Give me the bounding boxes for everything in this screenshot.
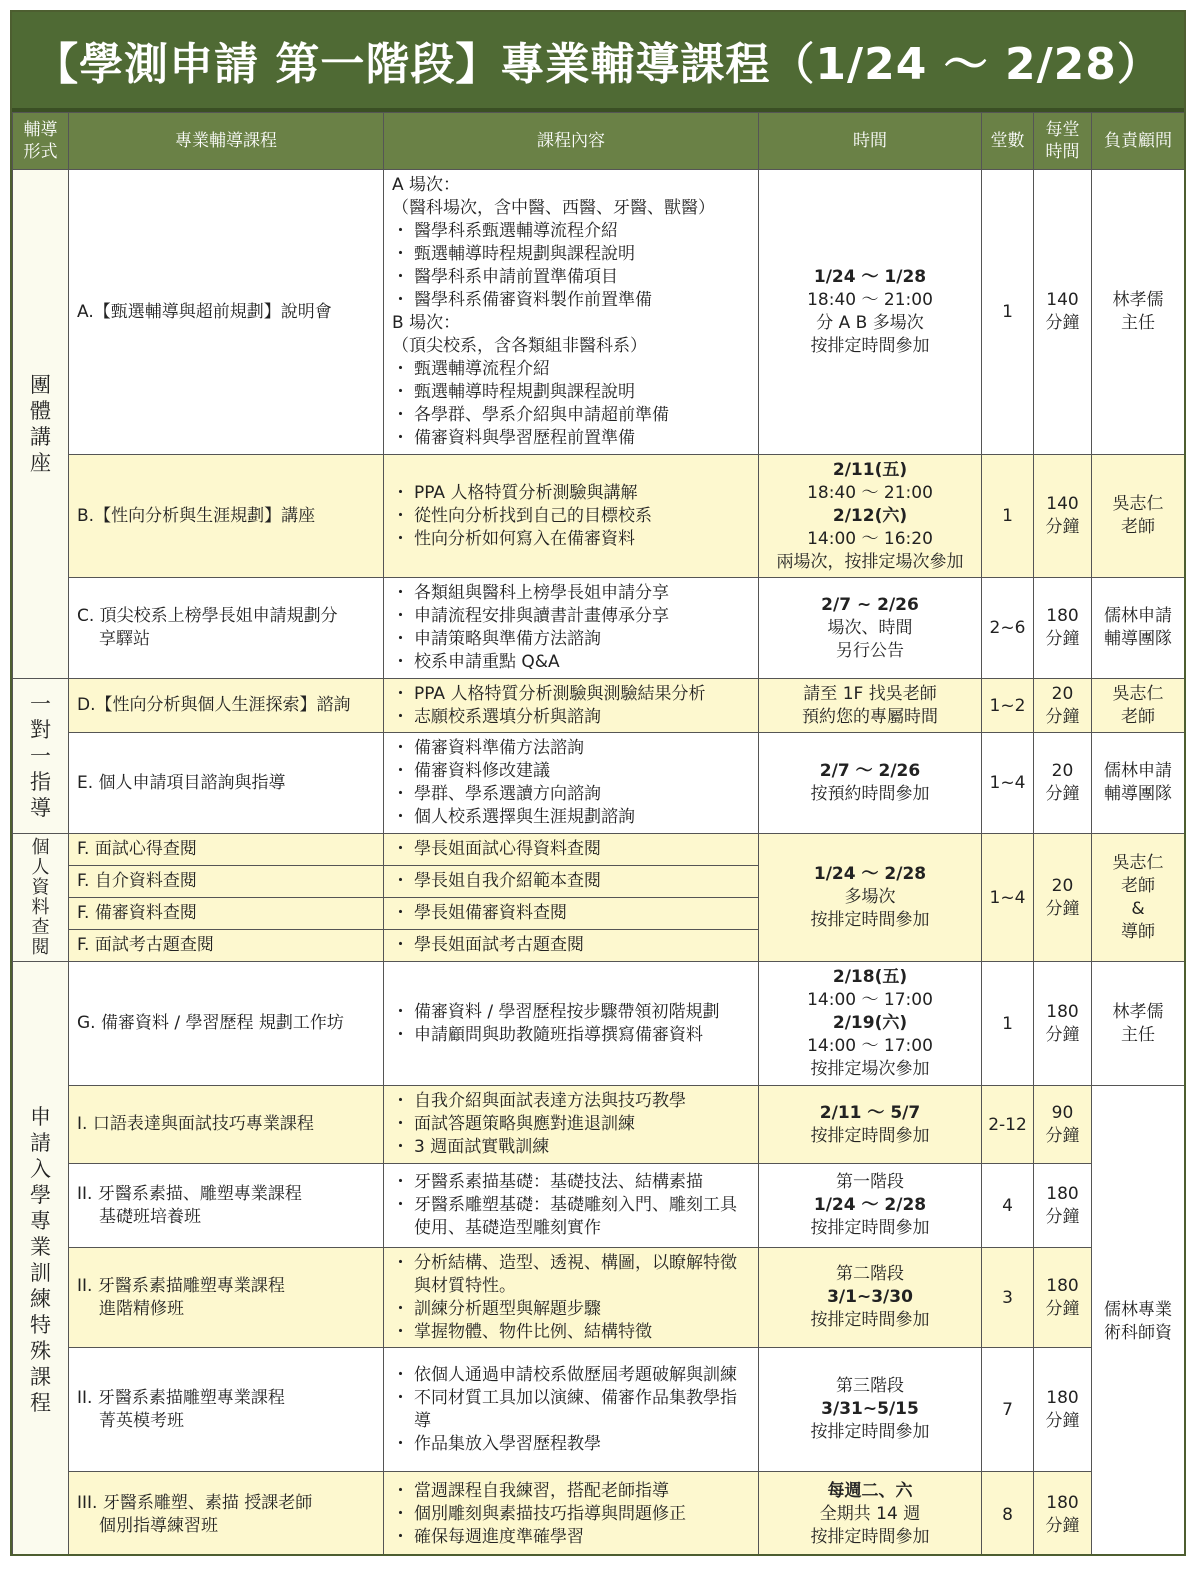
course-advisor: 吳志仁 老師 & 導師 bbox=[1092, 834, 1185, 962]
table-row bbox=[13, 1164, 1185, 1248]
category-one-on-one: 一對一指導 bbox=[13, 679, 69, 834]
category-group: 團體講座 bbox=[13, 170, 69, 679]
course-time: 2/11(五) 18:40 ～ 21:00 2/12(六) 14:00 ～ 16:20 兩場次，按排定場次參加 bbox=[759, 455, 982, 578]
list-item: ・ 甄選輔導時程規劃與課程說明 bbox=[392, 243, 752, 266]
list-item: ・ 備審資料與學習歷程前置準備 bbox=[392, 427, 752, 450]
table-row bbox=[13, 170, 1185, 455]
course-sessions: 1~2 bbox=[982, 679, 1034, 733]
course-duration: 140 分鐘 bbox=[1034, 455, 1092, 578]
course-time: 每週二、六 全期共 14 週 按排定時間參加 bbox=[759, 1472, 982, 1557]
course-content bbox=[384, 1086, 759, 1164]
course-content bbox=[384, 1472, 759, 1557]
list-item: ・ 學群、學系選讀方向諮詢 bbox=[392, 783, 752, 806]
course-duration: 20 分鐘 bbox=[1034, 834, 1092, 962]
course-time: 2/7 ～ 2/26 按預約時間參加 bbox=[759, 733, 982, 834]
table-row bbox=[13, 1348, 1185, 1472]
course-advisor: 林孝儒 主任 bbox=[1092, 962, 1185, 1086]
list-item: ・ 學長姐面試考古題查閱 bbox=[392, 934, 752, 957]
category-special: 申請入學專業訓練特殊課程 bbox=[13, 962, 69, 1557]
course-duration: 180 分鐘 bbox=[1034, 1164, 1092, 1248]
header-content: 課程內容 bbox=[384, 113, 759, 170]
course-name: B.【性向分析與生涯規劃】講座 bbox=[69, 455, 384, 578]
list-item: ・ 作品集放入學習歷程教學 bbox=[392, 1433, 752, 1456]
course-sessions: 1 bbox=[982, 455, 1034, 578]
table-row bbox=[13, 834, 1185, 866]
list-item: ・ 不同材質工具加以演練、備審作品集教學指導 bbox=[392, 1387, 752, 1433]
course-name: II. 牙醫系素描雕塑專業課程 進階精修班 bbox=[69, 1248, 384, 1348]
list-item: ・ PPA 人格特質分析測驗與測驗結果分析 bbox=[392, 683, 752, 706]
course-duration: 180 分鐘 bbox=[1034, 1348, 1092, 1472]
course-advisor: 儒林申請 輔導團隊 bbox=[1092, 733, 1185, 834]
list-item: ・ 各類組與醫科上榜學長姐申請分享 bbox=[392, 582, 752, 605]
header-form: 輔導形式 bbox=[13, 113, 69, 170]
course-name: C. 頂尖校系上榜學長姐申請規劃分 享驛站 bbox=[69, 578, 384, 679]
title-banner bbox=[12, 12, 1184, 112]
course-name: F. 自介資料查閱 bbox=[69, 866, 384, 898]
course-duration: 20 分鐘 bbox=[1034, 733, 1092, 834]
page-title: 【學測申請 第一階段】專業輔導課程（1/24 ～ 2/28） bbox=[34, 39, 1162, 90]
table-row bbox=[13, 455, 1185, 578]
course-name: F. 面試心得查閱 bbox=[69, 834, 384, 866]
course-content bbox=[384, 1348, 759, 1472]
course-advisor: 吳志仁 老師 bbox=[1092, 679, 1185, 733]
course-time: 第二階段 3/1~3/30 按排定時間參加 bbox=[759, 1248, 982, 1348]
list-item: ・ 學長姐面試心得資料查閱 bbox=[392, 838, 752, 861]
list-item: ・ 醫學科系申請前置準備項目 bbox=[392, 266, 752, 289]
header-sessions: 堂數 bbox=[982, 113, 1034, 170]
course-content: A 場次： （醫科場次，含中醫、西醫、牙醫、獸醫） ・ 醫學科系甄選輔導流程介紹 ・ 甄選輔導時程規劃與課程說明 ・ 醫學科系申請前置準備項目 ・ 醫學科系備審資料製作前置準備 B 場次： （頂尖校系，含各類組非醫科系） ・ 甄選輔導流程介紹 ・ 甄選輔導時程規劃與課程說明 ・ 各學群、學系介紹與申請超前準備 ・ 備審資料與學習歷程前置準備 bbox=[384, 170, 759, 455]
header-time: 時間 bbox=[759, 113, 982, 170]
course-content bbox=[384, 834, 759, 866]
course-sessions: 2~6 bbox=[982, 578, 1034, 679]
course-name: D.【性向分析與個人生涯探索】諮詢 bbox=[69, 679, 384, 733]
course-duration: 180 分鐘 bbox=[1034, 578, 1092, 679]
course-content bbox=[384, 1248, 759, 1348]
course-advisor: 儒林專業 術科師資 bbox=[1092, 1086, 1185, 1557]
list-item: ・ 申請策略與準備方法諮詢 bbox=[392, 628, 752, 651]
course-duration: 180 分鐘 bbox=[1034, 962, 1092, 1086]
course-name: F. 面試考古題查閱 bbox=[69, 930, 384, 962]
list-item: ・ 面試答題策略與應對進退訓練 bbox=[392, 1113, 752, 1136]
list-item: ・ 校系申請重點 Q&A bbox=[392, 651, 752, 674]
header-course: 專業輔導課程 bbox=[69, 113, 384, 170]
list-item: ・ 依個人通過申請校系做歷屆考題破解與訓練 bbox=[392, 1364, 752, 1387]
list-item: ・ 牙醫系素描基礎：基礎技法、結構素描 bbox=[392, 1171, 752, 1194]
course-name: G. 備審資料 / 學習歷程 規劃工作坊 bbox=[69, 962, 384, 1086]
list-item: ・ 甄選輔導時程規劃與課程說明 bbox=[392, 381, 752, 404]
list-item: ・ 各學群、學系介紹與申請超前準備 bbox=[392, 404, 752, 427]
list-item: ・ 牙醫系雕塑基礎：基礎雕刻入門、雕刻工具使用、基礎造型雕刻實作 bbox=[392, 1194, 752, 1240]
header-duration: 每堂時間 bbox=[1034, 113, 1092, 170]
course-sessions: 1~4 bbox=[982, 733, 1034, 834]
course-sessions: 1 bbox=[982, 170, 1034, 455]
course-name: II. 牙醫系素描雕塑專業課程 菁英模考班 bbox=[69, 1348, 384, 1472]
course-advisor: 林孝儒 主任 bbox=[1092, 170, 1185, 455]
course-duration: 20 分鐘 bbox=[1034, 679, 1092, 733]
course-table bbox=[12, 112, 1185, 1556]
course-time: 1/24 ～ 2/28 多場次 按排定時間參加 bbox=[759, 834, 982, 962]
course-time: 2/11 ～ 5/7 按排定時間參加 bbox=[759, 1086, 982, 1164]
course-name: A.【甄選輔導與超前規劃】說明會 bbox=[69, 170, 384, 455]
course-name: II. 牙醫系素描、雕塑專業課程 基礎班培養班 bbox=[69, 1164, 384, 1248]
list-item: ・ 確保每週進度準確學習 bbox=[392, 1526, 752, 1549]
course-time: 2/7 ~ 2/26 場次、時間 另行公告 bbox=[759, 578, 982, 679]
course-content bbox=[384, 866, 759, 898]
list-item: ・ 自我介紹與面試表達方法與技巧教學 bbox=[392, 1090, 752, 1113]
list-item: ・ 甄選輔導流程介紹 bbox=[392, 358, 752, 381]
list-item: ・ 備審資料 / 學習歷程按步驟帶領初階規劃 bbox=[392, 1001, 752, 1024]
list-item: ・ 當週課程自我練習，搭配老師指導 bbox=[392, 1480, 752, 1503]
category-review: 個人資料查閱 bbox=[13, 834, 69, 962]
course-duration: 140 分鐘 bbox=[1034, 170, 1092, 455]
list-item: ・ 3 週面試實戰訓練 bbox=[392, 1136, 752, 1159]
header-row bbox=[13, 113, 1185, 170]
list-item: ・ 申請流程安排與讀書計畫傳承分享 bbox=[392, 605, 752, 628]
course-time: 1/24 ～ 1/28 18:40 ～ 21:00 分 A B 多場次 按排定時間參加 bbox=[759, 170, 982, 455]
course-content bbox=[384, 962, 759, 1086]
list-item: ・ PPA 人格特質分析測驗與講解 bbox=[392, 482, 752, 505]
course-duration: 180 分鐘 bbox=[1034, 1248, 1092, 1348]
course-sessions: 2-12 bbox=[982, 1086, 1034, 1164]
table-row bbox=[13, 1248, 1185, 1348]
course-time: 第一階段 1/24 ～ 2/28 按排定時間參加 bbox=[759, 1164, 982, 1248]
list-item: ・ 學長姐自我介紹範本查閱 bbox=[392, 870, 752, 893]
table-row bbox=[13, 679, 1185, 733]
course-advisor: 吳志仁 老師 bbox=[1092, 455, 1185, 578]
table-row bbox=[13, 733, 1185, 834]
course-sessions: 4 bbox=[982, 1164, 1034, 1248]
course-time: 請至 1F 找吳老師 預約您的專屬時間 bbox=[759, 679, 982, 733]
course-name: F. 備審資料查閱 bbox=[69, 898, 384, 930]
list-item: ・ 醫學科系甄選輔導流程介紹 bbox=[392, 220, 752, 243]
course-name: III. 牙醫系雕塑、素描 授課老師 個別指導練習班 bbox=[69, 1472, 384, 1557]
course-content bbox=[384, 898, 759, 930]
course-content bbox=[384, 578, 759, 679]
list-item: ・ 掌握物體、物件比例、結構特徵 bbox=[392, 1321, 752, 1344]
list-item: ・ 學長姐備審資料查閱 bbox=[392, 902, 752, 925]
course-time: 第三階段 3/31~5/15 按排定時間參加 bbox=[759, 1348, 982, 1472]
list-item: ・ 分析結構、造型、透視、構圖，以瞭解特徵與材質特性。 bbox=[392, 1252, 752, 1298]
table-row bbox=[13, 962, 1185, 1086]
course-content bbox=[384, 733, 759, 834]
course-content bbox=[384, 930, 759, 962]
course-sessions: 7 bbox=[982, 1348, 1034, 1472]
table-row bbox=[13, 1472, 1185, 1557]
course-advisor: 儒林申請 輔導團隊 bbox=[1092, 578, 1185, 679]
list-item: ・ 個別雕刻與素描技巧指導與問題修正 bbox=[392, 1503, 752, 1526]
list-item: ・ 個人校系選擇與生涯規劃諮詢 bbox=[392, 806, 752, 829]
course-duration: 90 分鐘 bbox=[1034, 1086, 1092, 1164]
list-item: ・ 訓練分析題型與解題步驟 bbox=[392, 1298, 752, 1321]
list-item: ・ 申請顧問與助教隨班指導撰寫備審資料 bbox=[392, 1024, 752, 1047]
list-item: ・ 性向分析如何寫入在備審資料 bbox=[392, 528, 752, 551]
course-time: 2/18(五) 14:00 ～ 17:00 2/19(六) 14:00 ～ 17:00 按排定場次參加 bbox=[759, 962, 982, 1086]
course-sessions: 1~4 bbox=[982, 834, 1034, 962]
course-sessions: 8 bbox=[982, 1472, 1034, 1557]
list-item: ・ 志願校系選填分析與諮詢 bbox=[392, 706, 752, 729]
course-duration: 180 分鐘 bbox=[1034, 1472, 1092, 1557]
header-advisor: 負責顧問 bbox=[1092, 113, 1185, 170]
list-item: ・ 從性向分析找到自己的目標校系 bbox=[392, 505, 752, 528]
course-name: I. 口語表達與面試技巧專業課程 bbox=[69, 1086, 384, 1164]
table-row bbox=[13, 578, 1185, 679]
course-name: E. 個人申請項目諮詢與指導 bbox=[69, 733, 384, 834]
list-item: ・ 備審資料修改建議 bbox=[392, 760, 752, 783]
course-content bbox=[384, 679, 759, 733]
course-content bbox=[384, 1164, 759, 1248]
schedule-sheet bbox=[10, 10, 1186, 1556]
course-sessions: 1 bbox=[982, 962, 1034, 1086]
table-row bbox=[13, 1086, 1185, 1164]
list-item: ・ 醫學科系備審資料製作前置準備 bbox=[392, 289, 752, 312]
course-content bbox=[384, 455, 759, 578]
course-sessions: 3 bbox=[982, 1248, 1034, 1348]
list-item: ・ 備審資料準備方法諮詢 bbox=[392, 737, 752, 760]
